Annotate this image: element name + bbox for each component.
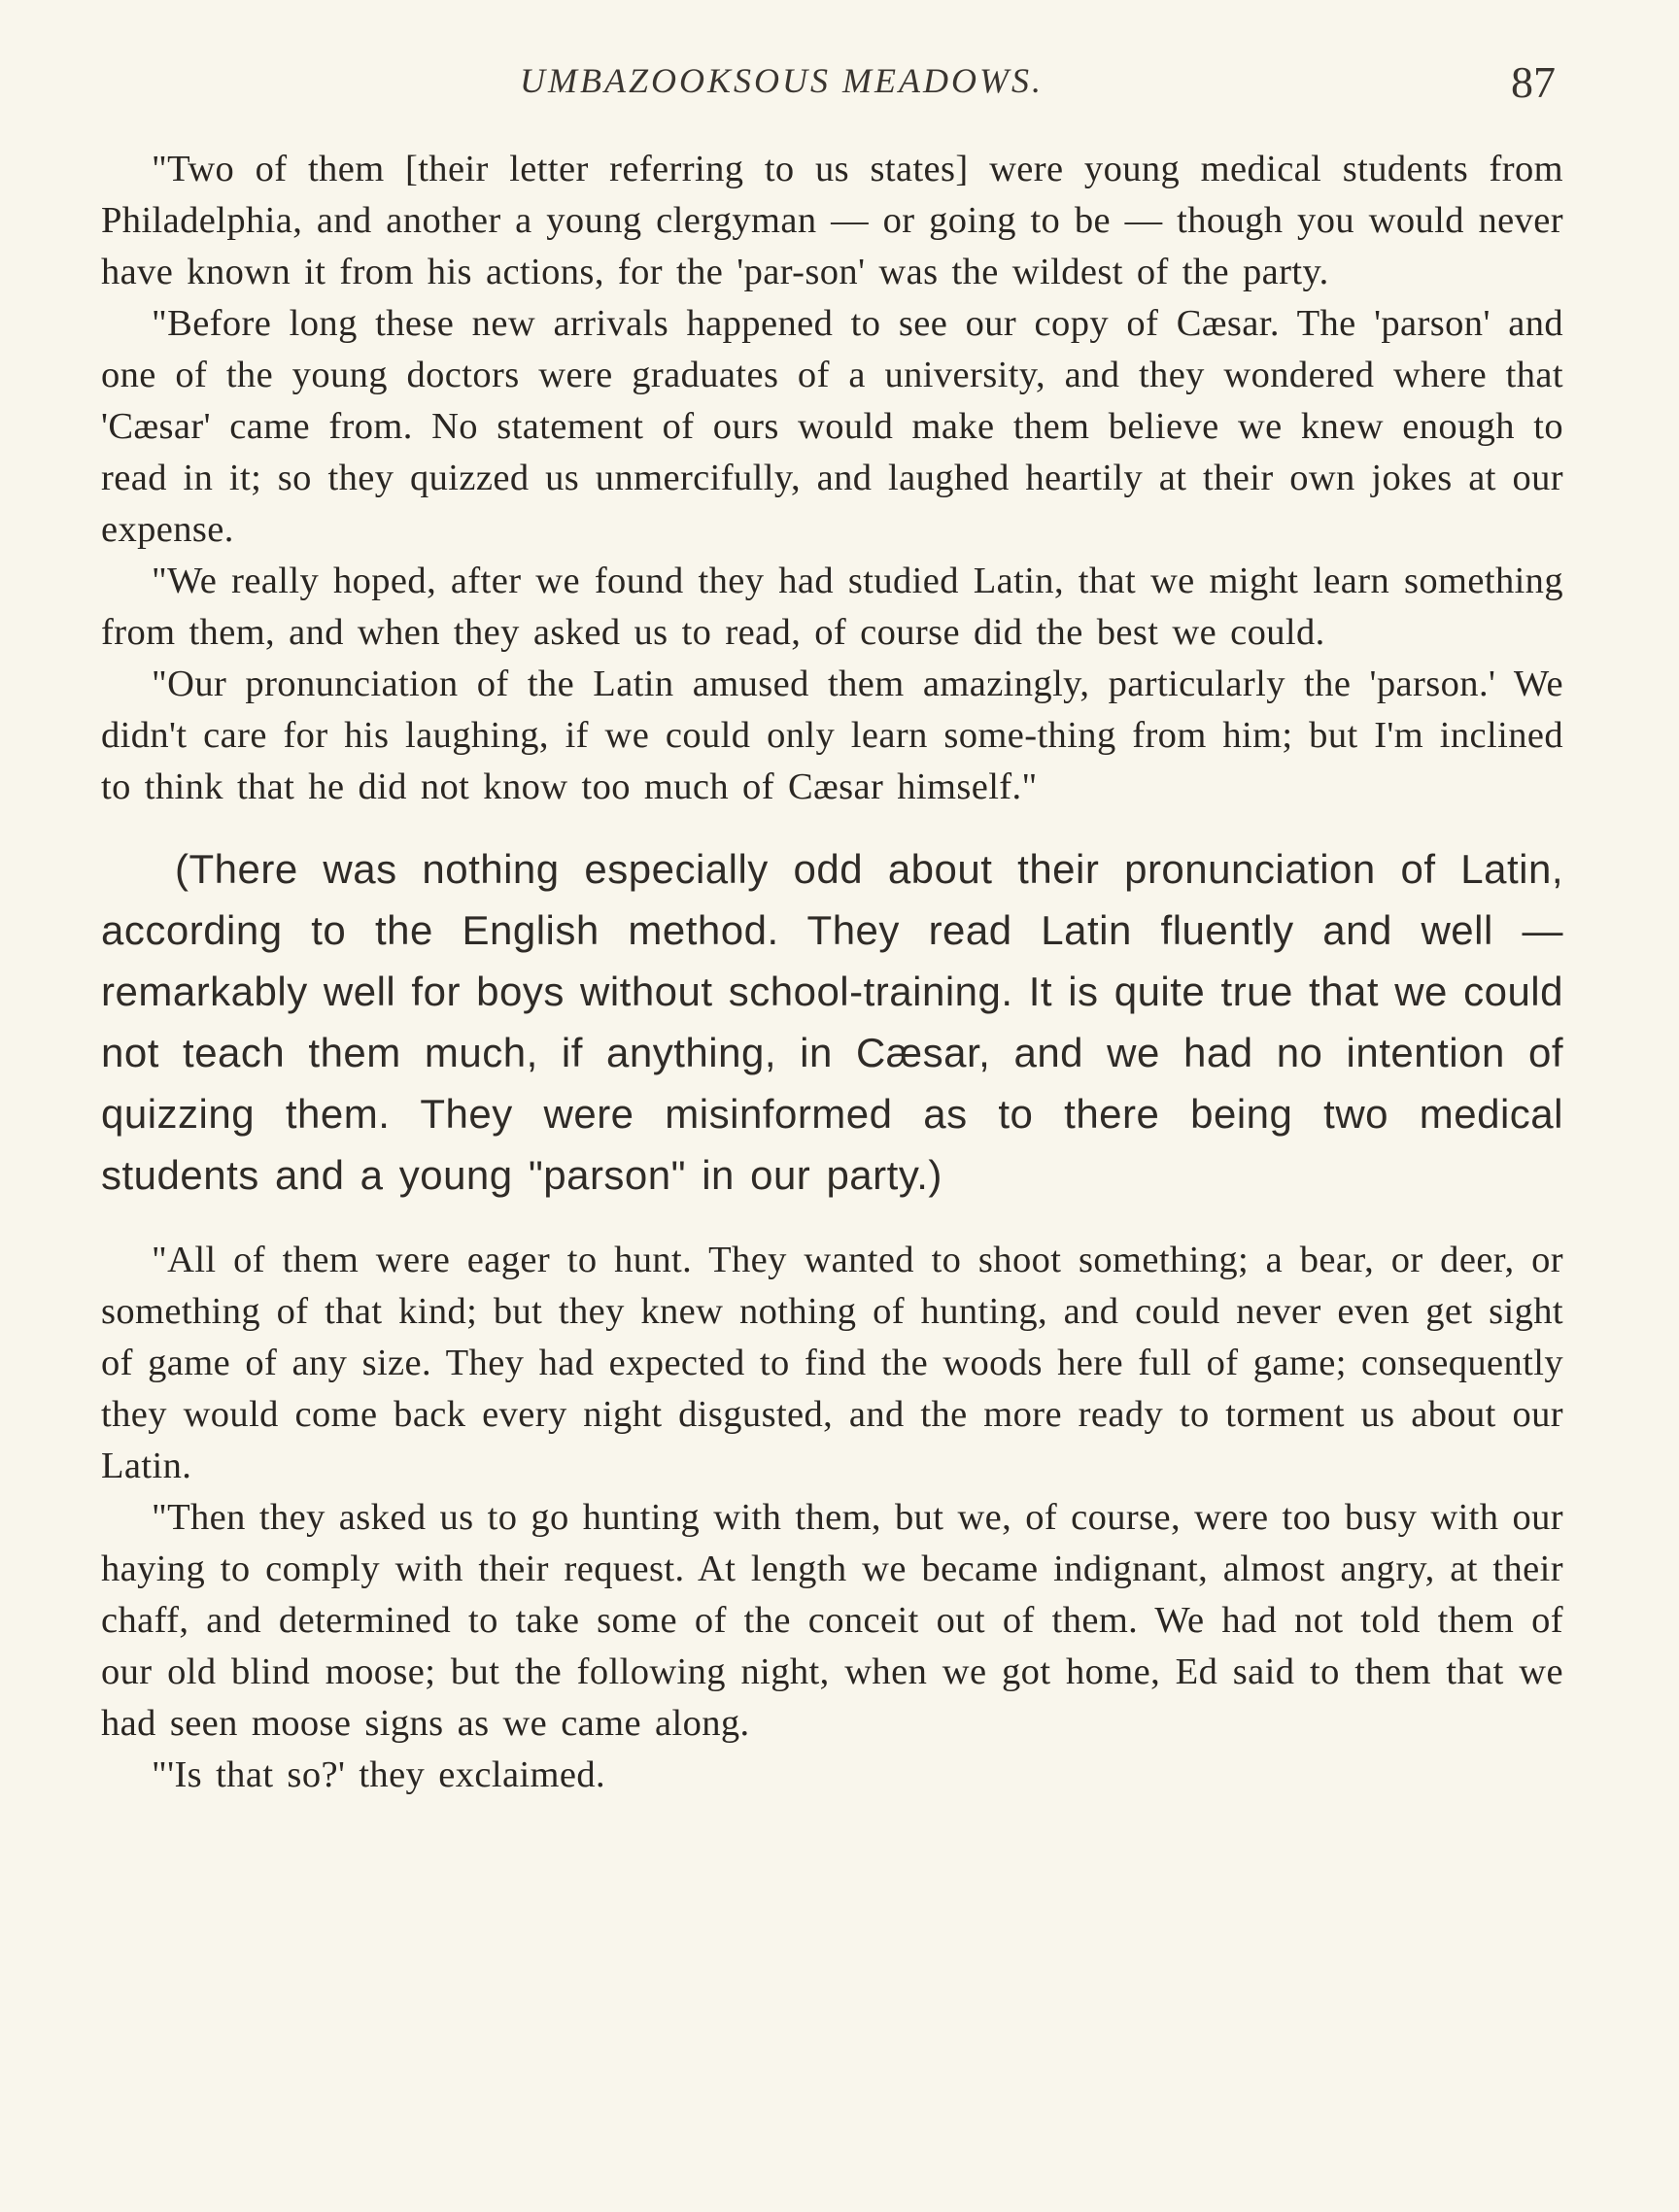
paragraph: "We really hoped, after we found they had studied Latin, that we might learn something from them, and when they asked us to read, of course did the best we could. — [101, 561, 1563, 653]
paragraph: "Two of them [their letter referring to us states] were young medical students from Philadelphia, and another a young clergyman — or going to be — though you would never have known it from his actions, for the 'par-son' was the wildest of the party. — [101, 149, 1563, 292]
page-number: 87 — [1511, 57, 1556, 107]
running-title: UMBAZOOKSOUS MEADOWS. — [520, 61, 1044, 100]
paragraph: "All of them were eager to hunt. They wanted to shoot something; a bear, or deer, or something of that kind; but they knew nothing of hunting, and could never even get sight of game of any size. They had expected to find the woods here full of game; consequently they would come back every night disgusted, and the more ready to torment us about our Latin. — [101, 1240, 1563, 1486]
paragraph: "'Is that so?' they exclaimed. — [152, 1754, 606, 1795]
editorial-aside: (There was nothing especially odd about their pronunciation of Latin, according to the English method. They read Latin fluently and well — remarkably well for boys without school-training. It is quite true that we could not teach them much, if anything, in Cæsar, and we had no intention of quizzing them. They were misinformed as to there being two medical students and a young "parson" in our party.) — [101, 846, 1563, 1198]
paragraph: "Then they asked us to go hunting with them, but we, of course, were too busy with our haying to comply with their request. At length we became indignant, almost angry, at their chaff, and determined to take some of the conceit out of them. We had not told them of our old blind moose; but the following night, when we got home, Ed said to them that we had seen moose signs as we came along. — [101, 1497, 1563, 1744]
paragraph: "Before long these new arrivals happened to see our copy of Cæsar. The 'parson' and one of the young doctors were graduates of a university, and they wondered where that 'Cæsar' came from. No statement of ours would make them believe we knew enough to read in it; so they quizzed us unmercifully, and laughed heartily at their own jokes at our expense. — [101, 303, 1563, 550]
body-text — [101, 144, 1563, 1801]
paragraph: "Our pronunciation of the Latin amused them amazingly, particularly the 'parson.' We didn't care for his laughing, if we could only learn some-thing from him; but I'm inclined to think that he did not know too much of Cæsar himself." — [101, 664, 1563, 807]
running-head — [0, 57, 1679, 119]
